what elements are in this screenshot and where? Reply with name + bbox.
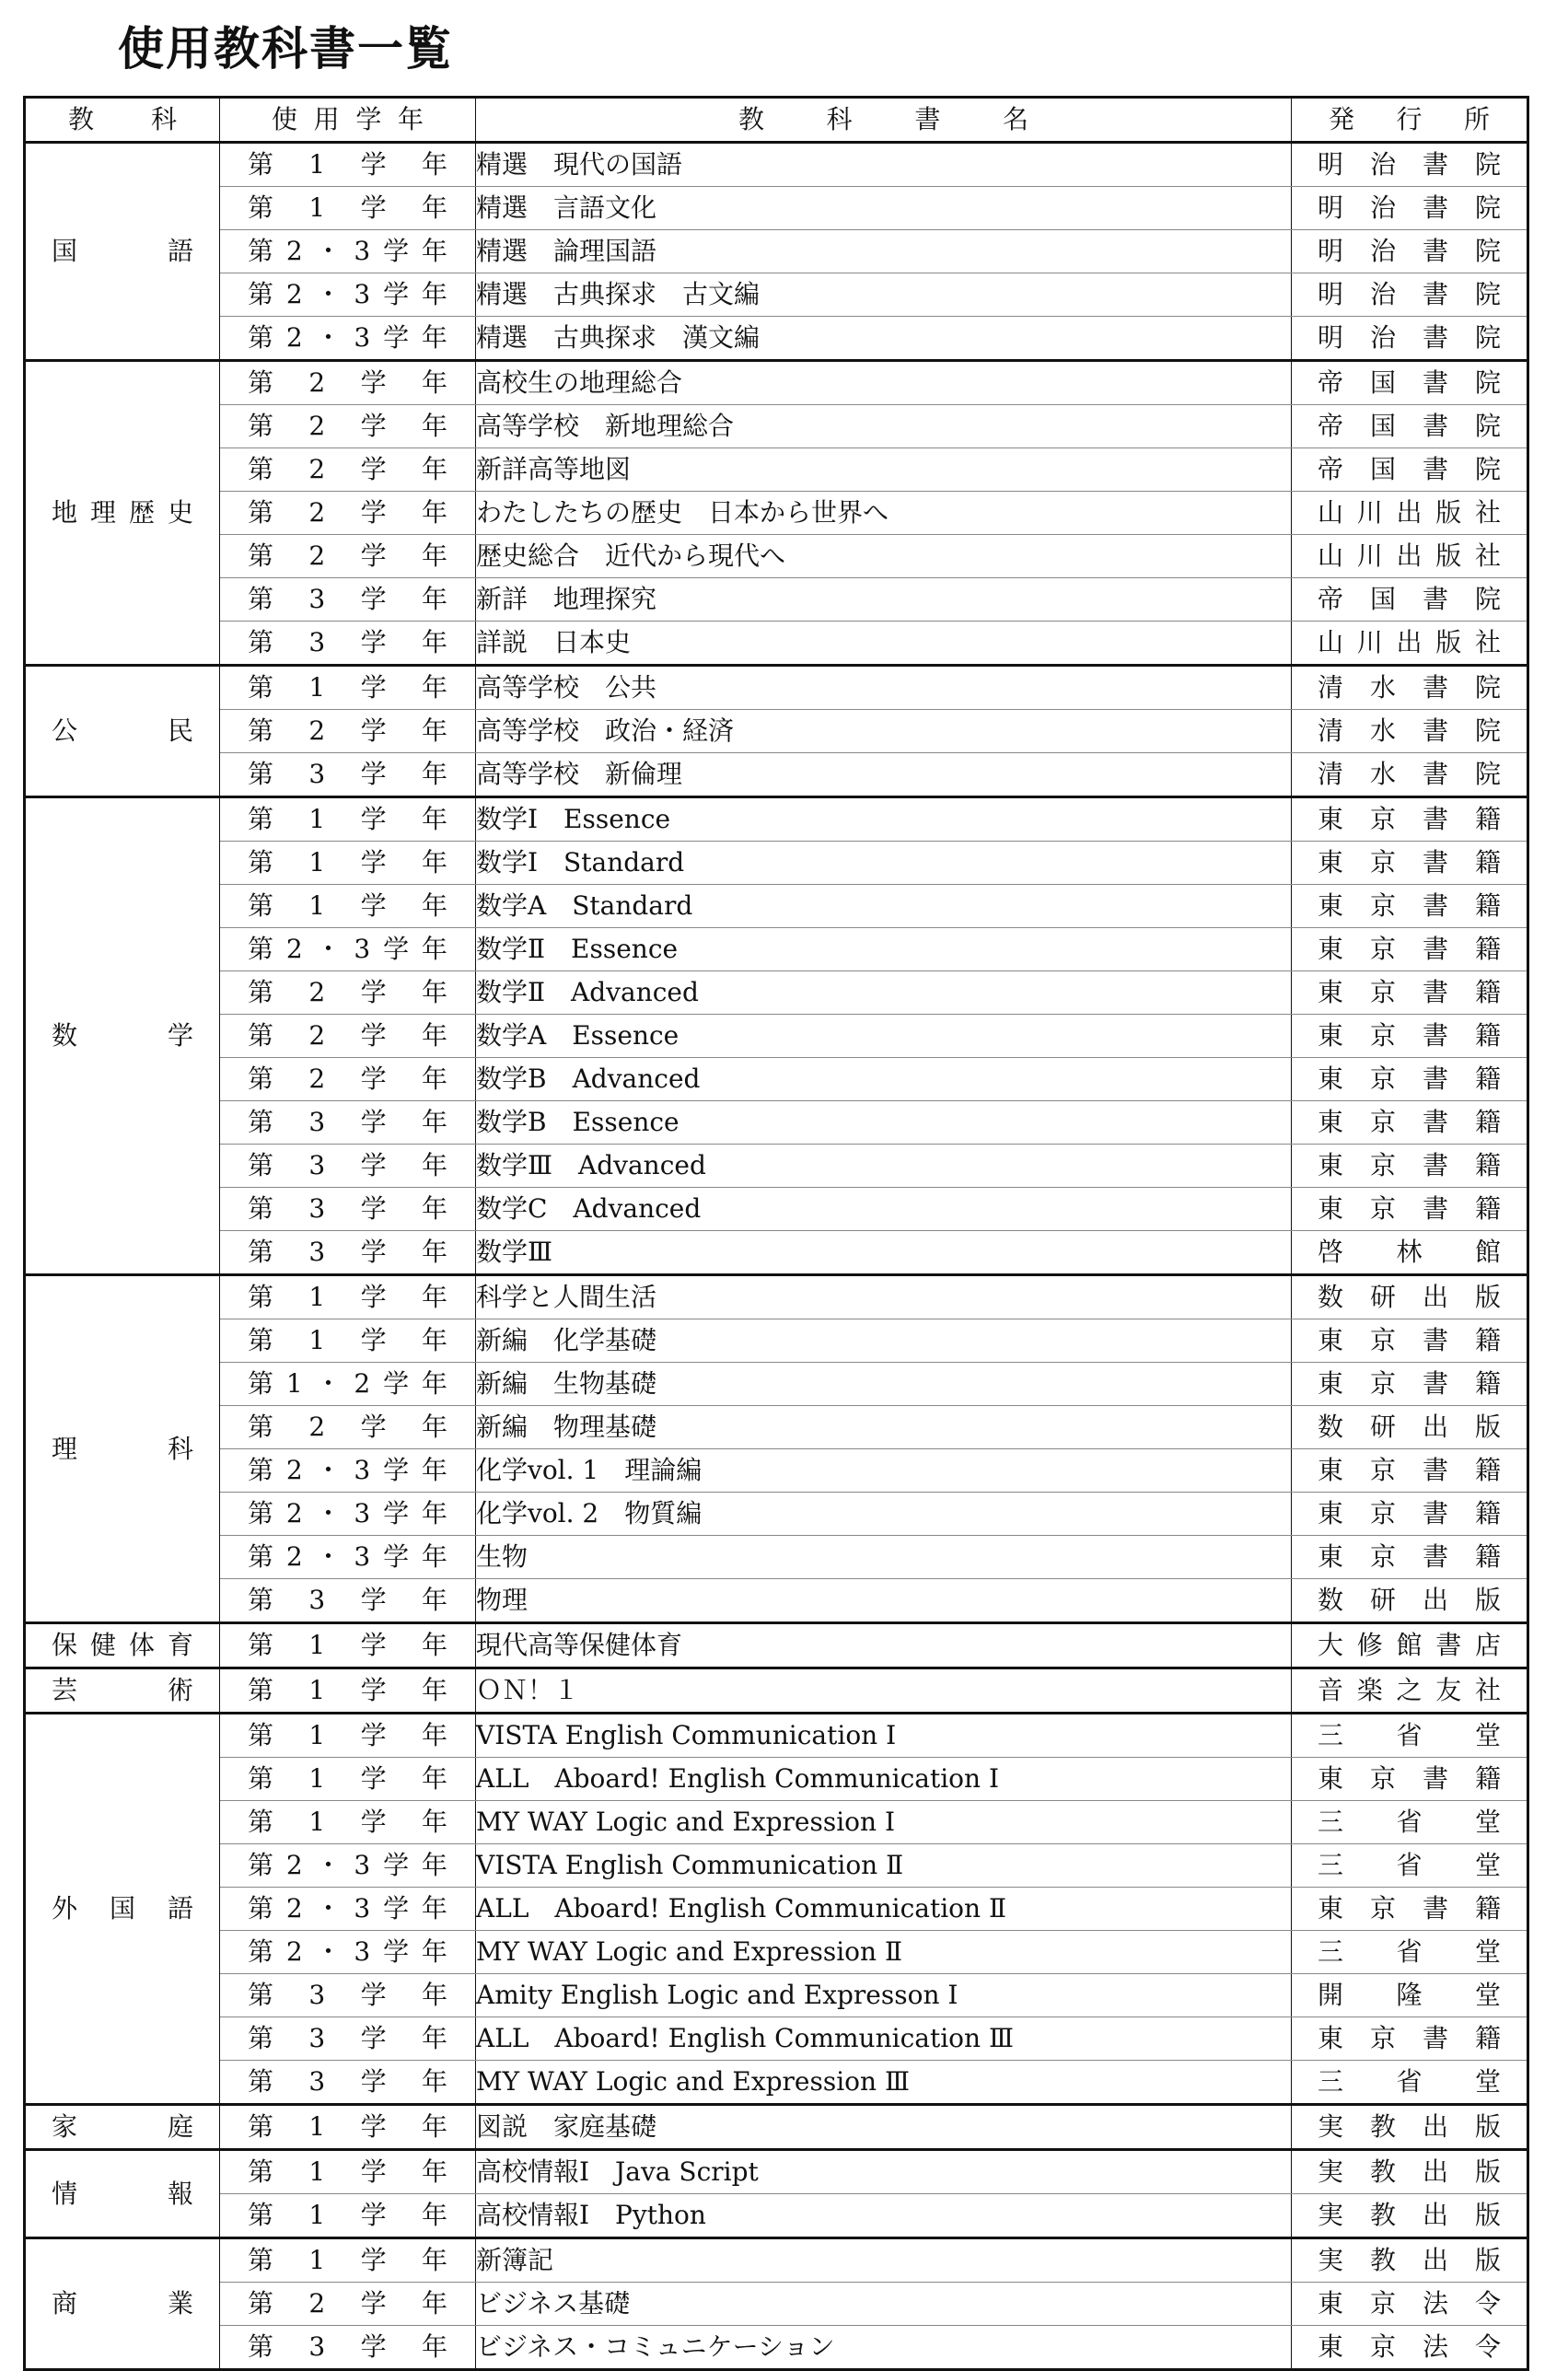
book-title-cell: 数学Ⅱ Essence [476,928,1292,971]
grade-cell: 第 1 学 年 [220,885,476,928]
header-grade: 使 用 学 年 [220,98,476,143]
book-title-cell: VISTA English Communication Ⅰ [476,1714,1292,1758]
publisher-cell: 数 研 出 版 [1292,1406,1528,1449]
publisher-cell: 帝 国 書 院 [1292,578,1528,622]
book-title-cell: 図説 家庭基礎 [476,2105,1292,2150]
grade-cell: 第 2 学 年 [220,971,476,1015]
publisher-cell: 大 修 館 書 店 [1292,1623,1528,1668]
book-title-cell: 高校情報Ⅰ Java Script [476,2150,1292,2194]
grade-cell: 第 3 学 年 [220,2017,476,2061]
header-publisher: 発 行 所 [1292,98,1528,143]
publisher-cell: 実 教 出 版 [1292,2194,1528,2238]
publisher-cell: 東 京 書 籍 [1292,797,1528,842]
book-title-cell: 歴史総合 近代から現代へ [476,535,1292,578]
table-row [25,1844,1528,1888]
book-title-cell: Amity English Logic and Expresson Ⅰ [476,1974,1292,2017]
publisher-cell: 東 京 書 籍 [1292,1888,1528,1931]
subject-cell: 情 報 [25,2150,220,2238]
page-title: 使用教科書一覧 [118,21,453,76]
grade-cell: 第 1 学 年 [220,1319,476,1363]
table-row [25,1319,1528,1363]
grade-cell: 第 2 ・ 3 学 年 [220,1536,476,1579]
grade-cell: 第 1 学 年 [220,797,476,842]
subject-cell: 国 語 [25,143,220,361]
table-row [25,2150,1528,2194]
grade-cell: 第 2 ・ 3 学 年 [220,1931,476,1974]
grade-cell: 第 1 学 年 [220,187,476,230]
publisher-cell: 明 治 書 院 [1292,143,1528,187]
publisher-cell: 東 京 法 令 [1292,2283,1528,2326]
table-row [25,448,1528,492]
publisher-cell: 三 省 堂 [1292,1931,1528,1974]
publisher-cell: 東 京 書 籍 [1292,1449,1528,1493]
publisher-cell: 明 治 書 院 [1292,273,1528,317]
table-row [25,971,1528,1015]
book-title-cell: 科学と人間生活 [476,1275,1292,1319]
book-title-cell: ビジネス基礎 [476,2283,1292,2326]
grade-cell: 第 3 学 年 [220,2061,476,2105]
book-title-cell: 高等学校 公共 [476,666,1292,710]
book-title-cell: 新編 化学基礎 [476,1319,1292,1363]
grade-cell: 第 2 学 年 [220,492,476,535]
grade-cell: 第 3 学 年 [220,753,476,797]
book-title-cell: 数学Ⅰ Standard [476,842,1292,885]
publisher-cell: 清 水 書 院 [1292,753,1528,797]
table-row [25,2194,1528,2238]
table-row [25,1623,1528,1668]
grade-cell: 第 1 ・ 2 学 年 [220,1363,476,1406]
publisher-cell: 明 治 書 院 [1292,230,1528,273]
grade-cell: 第 3 学 年 [220,1974,476,2017]
grade-cell: 第 2 学 年 [220,535,476,578]
grade-cell: 第 1 学 年 [220,2238,476,2283]
grade-cell: 第 3 学 年 [220,1231,476,1275]
table-row [25,1058,1528,1101]
publisher-cell: 数 研 出 版 [1292,1275,1528,1319]
book-title-cell: 化学vol. 2 物質編 [476,1493,1292,1536]
publisher-cell: 開 隆 堂 [1292,1974,1528,2017]
table-row [25,1974,1528,2017]
book-title-cell: 化学vol. 1 理論編 [476,1449,1292,1493]
grade-cell: 第 1 学 年 [220,1623,476,1668]
grade-cell: 第 2 学 年 [220,710,476,753]
publisher-cell: 東 京 書 籍 [1292,1536,1528,1579]
table-row [25,885,1528,928]
grade-cell: 第 3 学 年 [220,1101,476,1145]
table-row [25,1888,1528,1931]
publisher-cell: 山 川 出 版 社 [1292,535,1528,578]
publisher-cell: 三 省 堂 [1292,1714,1528,1758]
grade-cell: 第 2 学 年 [220,361,476,405]
publisher-cell: 実 教 出 版 [1292,2238,1528,2283]
table-row [25,1015,1528,1058]
table-row [25,187,1528,230]
header-row [25,98,1528,143]
grade-cell: 第 3 学 年 [220,578,476,622]
book-title-cell: 新詳 地理探究 [476,578,1292,622]
publisher-cell: 東 京 書 籍 [1292,1015,1528,1058]
publisher-cell: 清 水 書 院 [1292,666,1528,710]
table-row [25,317,1528,361]
grade-cell: 第 2 ・ 3 学 年 [220,928,476,971]
publisher-cell: 東 京 書 籍 [1292,1058,1528,1101]
table-row [25,797,1528,842]
table-row [25,1145,1528,1188]
publisher-cell: 東 京 書 籍 [1292,1758,1528,1801]
grade-cell: 第 2 学 年 [220,1015,476,1058]
book-title-cell: 数学B Advanced [476,1058,1292,1101]
book-title-cell: 高等学校 新倫理 [476,753,1292,797]
publisher-cell: 実 教 出 版 [1292,2150,1528,2194]
publisher-cell: 東 京 書 籍 [1292,2017,1528,2061]
publisher-cell: 三 省 堂 [1292,1801,1528,1844]
book-title-cell: ALL Aboard! English Communication Ⅱ [476,1888,1292,1931]
table-row [25,2238,1528,2283]
publisher-cell: 実 教 出 版 [1292,2105,1528,2150]
grade-cell: 第 1 学 年 [220,1801,476,1844]
publisher-cell: 山 川 出 版 社 [1292,492,1528,535]
publisher-cell: 数 研 出 版 [1292,1579,1528,1623]
grade-cell: 第 2 学 年 [220,1406,476,1449]
grade-cell: 第 3 学 年 [220,1579,476,1623]
table-row [25,753,1528,797]
table-row [25,622,1528,666]
book-title-cell: 数学Ⅲ Advanced [476,1145,1292,1188]
header-subject: 教 科 [25,98,220,143]
table-row [25,1536,1528,1579]
grade-cell: 第 2 ・ 3 学 年 [220,273,476,317]
grade-cell: 第 3 学 年 [220,2326,476,2370]
publisher-cell: 三 省 堂 [1292,2061,1528,2105]
grade-cell: 第 3 学 年 [220,1145,476,1188]
grade-cell: 第 1 学 年 [220,2194,476,2238]
publisher-cell: 明 治 書 院 [1292,317,1528,361]
publisher-cell: 東 京 書 籍 [1292,1363,1528,1406]
grade-cell: 第 1 学 年 [220,1714,476,1758]
grade-cell: 第 2 ・ 3 学 年 [220,1888,476,1931]
subject-cell: 外 国 語 [25,1714,220,2105]
table-row [25,492,1528,535]
book-title-cell: 数学A Essence [476,1015,1292,1058]
table-row [25,143,1528,187]
table-row [25,1363,1528,1406]
subject-cell: 保 健 体 育 [25,1623,220,1668]
book-title-cell: 数学B Essence [476,1101,1292,1145]
table-row [25,1449,1528,1493]
subject-cell: 理 科 [25,1275,220,1623]
book-title-cell: 精選 現代の国語 [476,143,1292,187]
table-row [25,578,1528,622]
publisher-cell: 明 治 書 院 [1292,187,1528,230]
publisher-cell: 帝 国 書 院 [1292,405,1528,448]
publisher-cell: 東 京 書 籍 [1292,1101,1528,1145]
table-row [25,405,1528,448]
book-title-cell: ビジネス・コミュニケーション [476,2326,1292,2370]
book-title-cell: 数学C Advanced [476,1188,1292,1231]
table-row [25,1493,1528,1536]
table-row [25,1931,1528,1974]
book-title-cell: 物理 [476,1579,1292,1623]
grade-cell: 第 3 学 年 [220,622,476,666]
table-row [25,2283,1528,2326]
publisher-cell: 東 京 書 籍 [1292,928,1528,971]
table-row [25,2326,1528,2370]
subject-cell: 家 庭 [25,2105,220,2150]
grade-cell: 第 1 学 年 [220,1668,476,1714]
book-title-cell: 新編 物理基礎 [476,1406,1292,1449]
book-title-cell: ALL Aboard! English Communication Ⅰ [476,1758,1292,1801]
table-row [25,1188,1528,1231]
grade-cell: 第 2 ・ 3 学 年 [220,317,476,361]
book-title-cell: ALL Aboard! English Communication Ⅲ [476,2017,1292,2061]
table-row [25,666,1528,710]
grade-cell: 第 1 学 年 [220,1758,476,1801]
grade-cell: 第 2 ・ 3 学 年 [220,1449,476,1493]
book-title-cell: 生物 [476,1536,1292,1579]
publisher-cell: 帝 国 書 院 [1292,448,1528,492]
grade-cell: 第 2 学 年 [220,2283,476,2326]
header-book-title: 教 科 書 名 [476,98,1292,143]
publisher-cell: 東 京 書 籍 [1292,885,1528,928]
table-row [25,1758,1528,1801]
table-row [25,230,1528,273]
book-title-cell: 高等学校 政治・経済 [476,710,1292,753]
book-title-cell: MY WAY Logic and Expression Ⅱ [476,1931,1292,1974]
table-row [25,1579,1528,1623]
subject-cell: 地 理 歴 史 [25,361,220,666]
publisher-cell: 東 京 法 令 [1292,2326,1528,2370]
grade-cell: 第 2 ・ 3 学 年 [220,1844,476,1888]
book-title-cell: 精選 言語文化 [476,187,1292,230]
book-title-cell: 数学Ⅲ [476,1231,1292,1275]
table-row [25,1101,1528,1145]
grade-cell: 第 1 学 年 [220,2105,476,2150]
publisher-cell: 清 水 書 院 [1292,710,1528,753]
table-row [25,842,1528,885]
grade-cell: 第 3 学 年 [220,1188,476,1231]
book-title-cell: 精選 古典探求 古文編 [476,273,1292,317]
table-row [25,1801,1528,1844]
publisher-cell: 帝 国 書 院 [1292,361,1528,405]
textbook-table [23,96,1529,2371]
publisher-cell: 東 京 書 籍 [1292,1145,1528,1188]
publisher-cell: 東 京 書 籍 [1292,1319,1528,1363]
book-title-cell: 精選 論理国語 [476,230,1292,273]
publisher-cell: 三 省 堂 [1292,1844,1528,1888]
grade-cell: 第 2 学 年 [220,1058,476,1101]
subject-cell: 公 民 [25,666,220,797]
book-title-cell: わたしたちの歴史 日本から世界へ [476,492,1292,535]
grade-cell: 第 2 ・ 3 学 年 [220,230,476,273]
book-title-cell: 高校生の地理総合 [476,361,1292,405]
book-title-cell: 数学Ⅰ Essence [476,797,1292,842]
table-row [25,273,1528,317]
grade-cell: 第 1 学 年 [220,666,476,710]
grade-cell: 第 2 学 年 [220,448,476,492]
book-title-cell: MY WAY Logic and Expression Ⅰ [476,1801,1292,1844]
table-row [25,710,1528,753]
subject-cell: 数 学 [25,797,220,1275]
publisher-cell: 東 京 書 籍 [1292,1188,1528,1231]
table-row [25,2105,1528,2150]
grade-cell: 第 1 学 年 [220,1275,476,1319]
publisher-cell: 山 川 出 版 社 [1292,622,1528,666]
table-row [25,1275,1528,1319]
book-title-cell: 現代高等保健体育 [476,1623,1292,1668]
book-title-cell: 新編 生物基礎 [476,1363,1292,1406]
book-title-cell: 高等学校 新地理総合 [476,405,1292,448]
publisher-cell: 東 京 書 籍 [1292,1493,1528,1536]
book-title-cell: 数学Ⅱ Advanced [476,971,1292,1015]
publisher-cell: 東 京 書 籍 [1292,971,1528,1015]
table-row [25,361,1528,405]
table-row [25,1406,1528,1449]
grade-cell: 第 1 学 年 [220,143,476,187]
book-title-cell: 新詳高等地図 [476,448,1292,492]
table-row [25,535,1528,578]
book-title-cell: 詳説 日本史 [476,622,1292,666]
publisher-cell: 啓 林 館 [1292,1231,1528,1275]
book-title-cell: 数学A Standard [476,885,1292,928]
book-title-cell: 精選 古典探求 漢文編 [476,317,1292,361]
grade-cell: 第 2 ・ 3 学 年 [220,1493,476,1536]
table-row [25,1714,1528,1758]
table-row [25,1668,1528,1714]
publisher-cell: 東 京 書 籍 [1292,842,1528,885]
subject-cell: 芸 術 [25,1668,220,1714]
table-row [25,928,1528,971]
book-title-cell: VISTA English Communication Ⅱ [476,1844,1292,1888]
table-row [25,1231,1528,1275]
book-title-cell: ＯＮ！１ [476,1668,1292,1714]
subject-cell: 商 業 [25,2238,220,2370]
grade-cell: 第 1 学 年 [220,842,476,885]
grade-cell: 第 1 学 年 [220,2150,476,2194]
book-title-cell: MY WAY Logic and Expression Ⅲ [476,2061,1292,2105]
book-title-cell: 新簿記 [476,2238,1292,2283]
table-row [25,2061,1528,2105]
publisher-cell: 音 楽 之 友 社 [1292,1668,1528,1714]
grade-cell: 第 2 学 年 [220,405,476,448]
table-row [25,2017,1528,2061]
book-title-cell: 高校情報Ⅰ Python [476,2194,1292,2238]
